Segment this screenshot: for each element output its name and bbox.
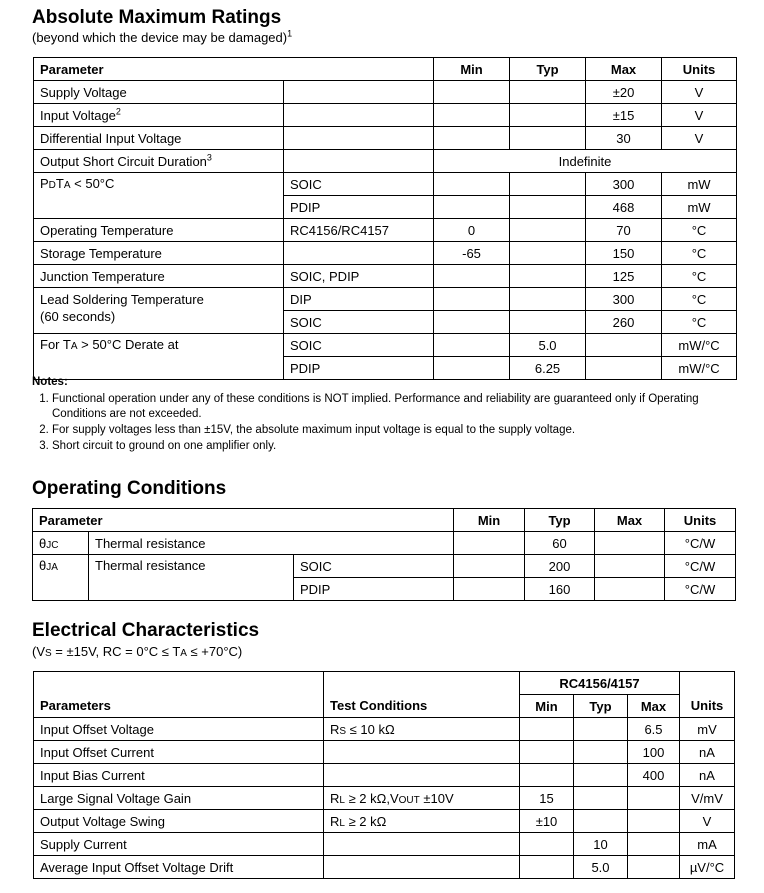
cell-param: Supply Current (34, 833, 324, 856)
cell-max: 260 (586, 311, 662, 334)
cell-max: 468 (586, 196, 662, 219)
for-t-text: For T (40, 337, 71, 352)
cell-param (34, 334, 284, 380)
table-row (34, 810, 735, 833)
cell-param: Thermal resistance (89, 532, 454, 555)
cell-typ: 200 (525, 555, 595, 578)
cell-max: ±15 (586, 104, 662, 127)
table-row (34, 242, 737, 265)
cell-cond: PDIP (294, 578, 454, 601)
param-line-1: Lead Soldering Temperature (40, 292, 204, 307)
col-typ: Typ (510, 58, 586, 81)
table-row (34, 219, 737, 242)
cell-param: Input Offset Voltage (34, 718, 324, 741)
cell-cond: RC4156/RC4157 (284, 219, 434, 242)
cell-cond: PDIP (284, 357, 434, 380)
cell-param (34, 173, 284, 219)
subtitle-part: (V (32, 644, 45, 659)
table-row (33, 532, 736, 555)
table-row (34, 81, 737, 104)
param-text: Input Voltage (40, 107, 116, 123)
cond-part: R (330, 813, 340, 829)
oc-table (32, 508, 736, 601)
cond-part: R (330, 790, 340, 806)
cell-cond: SOIC (284, 311, 434, 334)
table-row (33, 555, 736, 578)
theta-symbol: θ (39, 535, 47, 551)
table-row (34, 718, 735, 741)
cell-param: Input Offset Current (34, 741, 324, 764)
subtitle-part: = ±15V, RC = 0°C ≤ T (51, 644, 181, 659)
cell-param (34, 104, 284, 127)
symbol-subscript: JC (46, 539, 59, 551)
cell-max: 125 (586, 265, 662, 288)
t-symbol: T (55, 176, 64, 191)
cell-units: °C (662, 265, 737, 288)
a-symbol: A (63, 180, 71, 191)
cell-cond (324, 787, 520, 810)
cell-units: °C/W (665, 578, 736, 601)
cell-units: °C/W (665, 555, 736, 578)
col-min: Min (454, 509, 525, 532)
table-row (34, 104, 737, 127)
cell-units: °C (662, 219, 737, 242)
cell-max: 70 (586, 219, 662, 242)
param-line-2: (60 seconds) (40, 309, 116, 324)
ec-table (33, 671, 735, 879)
note-item: 2. For supply voltages less than ±15V, the absolute maximum input voltage is equal to the supply voltage. (52, 423, 732, 438)
cell-units: V/mV (680, 787, 735, 810)
cell-typ: 5.0 (574, 856, 628, 879)
table-header-row (34, 695, 735, 718)
cell-param: Storage Temperature (34, 242, 284, 265)
table-row (34, 334, 737, 357)
symbol-subscript: JA (46, 562, 58, 573)
cell-units: mW/°C (662, 357, 737, 380)
amr-table (33, 57, 737, 380)
cell-param: Differential Input Voltage (34, 127, 284, 150)
note-item: 1. Functional operation under any of these conditions is NOT implied. Performance and reliability are guaranteed only if Operating Conditions are not exceeded. (52, 392, 732, 422)
cell-units: °C/W (665, 532, 736, 555)
amr-subtitle-note: 1 (287, 28, 293, 39)
cell-units: °C (662, 242, 737, 265)
cell-param (34, 150, 284, 173)
note-ref: 2 (115, 106, 121, 117)
cell-cond: SOIC (294, 555, 454, 578)
cell-typ: 60 (525, 532, 595, 555)
cond-subscript: S (339, 725, 347, 737)
amr-subtitle (32, 30, 292, 45)
col-typ: Typ (574, 695, 628, 718)
cell-units: mA (680, 833, 735, 856)
col-units: Units (665, 509, 736, 532)
cell-typ: 5.0 (510, 334, 586, 357)
note-ref: 3 (206, 152, 212, 163)
subtitle-subscript: A (180, 648, 187, 659)
col-parameter: Parameter (34, 58, 434, 81)
cell-units: V (662, 127, 737, 150)
cell-symbol (33, 555, 89, 601)
cell-param (34, 288, 284, 334)
cell-param: Operating Temperature (34, 219, 284, 242)
table-row (34, 127, 737, 150)
cell-value: Indefinite (434, 150, 737, 173)
notes-list (32, 392, 732, 454)
cell-param: Thermal resistance (89, 555, 294, 601)
cell-units: nA (680, 764, 735, 787)
param-text: Output Short Circuit Duration (40, 153, 207, 169)
col-units: Units (662, 58, 737, 81)
subtitle-part: ≤ +70°C) (186, 644, 243, 659)
table-row (34, 787, 735, 810)
cell-units: V (662, 104, 737, 127)
cell-typ: 160 (525, 578, 595, 601)
cell-units: mV (680, 718, 735, 741)
cond-part: ±10V (419, 790, 454, 806)
cell-units: °C (662, 288, 737, 311)
ec-title: Electrical Characteristics (32, 620, 260, 641)
cell-min: ±10 (520, 810, 574, 833)
table-header-row (34, 58, 737, 81)
cell-units: V (680, 810, 735, 833)
cell-units: mW (662, 196, 737, 219)
derate-text: > 50°C Derate at (77, 337, 179, 352)
d-symbol: D (48, 180, 56, 191)
cell-units: °C (662, 311, 737, 334)
cell-param: Output Voltage Swing (34, 810, 324, 833)
table-header-row (34, 672, 735, 695)
condition-text: < 50°C (70, 176, 115, 191)
table-row (34, 265, 737, 288)
col-conditions: Test Conditions (324, 695, 520, 718)
cell-units: µV/°C (680, 856, 735, 879)
cell-param: Large Signal Voltage Gain (34, 787, 324, 810)
ec-subtitle (32, 644, 242, 659)
cond-part: ≥ 2 kΩ (344, 813, 387, 829)
table-row (34, 741, 735, 764)
cell-max: 150 (586, 242, 662, 265)
table-row (34, 173, 737, 196)
table-row (34, 150, 737, 173)
cell-symbol (33, 532, 89, 555)
cell-cond: SOIC (284, 334, 434, 357)
col-max: Max (595, 509, 665, 532)
amr-subtitle-text: (beyond which the device may be damaged) (32, 30, 288, 45)
cond-part: ≤ 10 kΩ (346, 721, 395, 737)
amr-title: Absolute Maximum Ratings (32, 7, 282, 28)
col-max: Max (586, 58, 662, 81)
table-header-row (33, 509, 736, 532)
col-parameters: Parameters (34, 695, 324, 718)
cell-units: mW (662, 173, 737, 196)
col-units: Units (680, 695, 735, 718)
cell-units: nA (680, 741, 735, 764)
cell-min: 0 (434, 219, 510, 242)
cell-param: Junction Temperature (34, 265, 284, 288)
cell-param: Average Input Offset Voltage Drift (34, 856, 324, 879)
cell-max: 400 (628, 764, 680, 787)
oc-title: Operating Conditions (32, 478, 227, 499)
cell-typ: 10 (574, 833, 628, 856)
cond-part: R (330, 721, 340, 737)
col-group: RC4156/4157 (520, 672, 680, 695)
col-min: Min (434, 58, 510, 81)
cell-cond (324, 718, 520, 741)
table-row (34, 288, 737, 311)
subtitle-subscript: S (45, 648, 52, 659)
cond-subscript: L (339, 817, 345, 829)
cell-min: 15 (520, 787, 574, 810)
cell-cond: DIP (284, 288, 434, 311)
table-row (34, 764, 735, 787)
notes (32, 375, 732, 455)
col-typ: Typ (525, 509, 595, 532)
a-symbol: A (70, 341, 78, 352)
cell-units: mW/°C (662, 334, 737, 357)
cell-typ: 6.25 (510, 357, 586, 380)
cond-subscript: OUT (398, 794, 420, 806)
cond-subscript: L (339, 794, 345, 806)
cell-cond: SOIC, PDIP (284, 265, 434, 288)
col-parameter: Parameter (33, 509, 454, 532)
cell-max: 6.5 (628, 718, 680, 741)
table-row (34, 833, 735, 856)
note-item: 3. Short circuit to ground on one amplifier only. (52, 439, 732, 454)
cell-max: 300 (586, 173, 662, 196)
p-symbol: P (40, 176, 49, 191)
cell-cond: PDIP (284, 196, 434, 219)
col-max: Max (628, 695, 680, 718)
table-row (34, 856, 735, 879)
cell-max: 100 (628, 741, 680, 764)
cell-min: -65 (434, 242, 510, 265)
cell-max: ±20 (586, 81, 662, 104)
cond-part: ≥ 2 kΩ,V (344, 790, 399, 806)
cell-units: V (662, 81, 737, 104)
col-min: Min (520, 695, 574, 718)
theta-symbol: θ (39, 558, 47, 573)
cell-cond: SOIC (284, 173, 434, 196)
cell-param: Input Bias Current (34, 764, 324, 787)
cell-cond (324, 810, 520, 833)
notes-title: Notes: (32, 376, 68, 388)
cell-max: 300 (586, 288, 662, 311)
cell-max: 30 (586, 127, 662, 150)
cell-param: Supply Voltage (34, 81, 284, 104)
